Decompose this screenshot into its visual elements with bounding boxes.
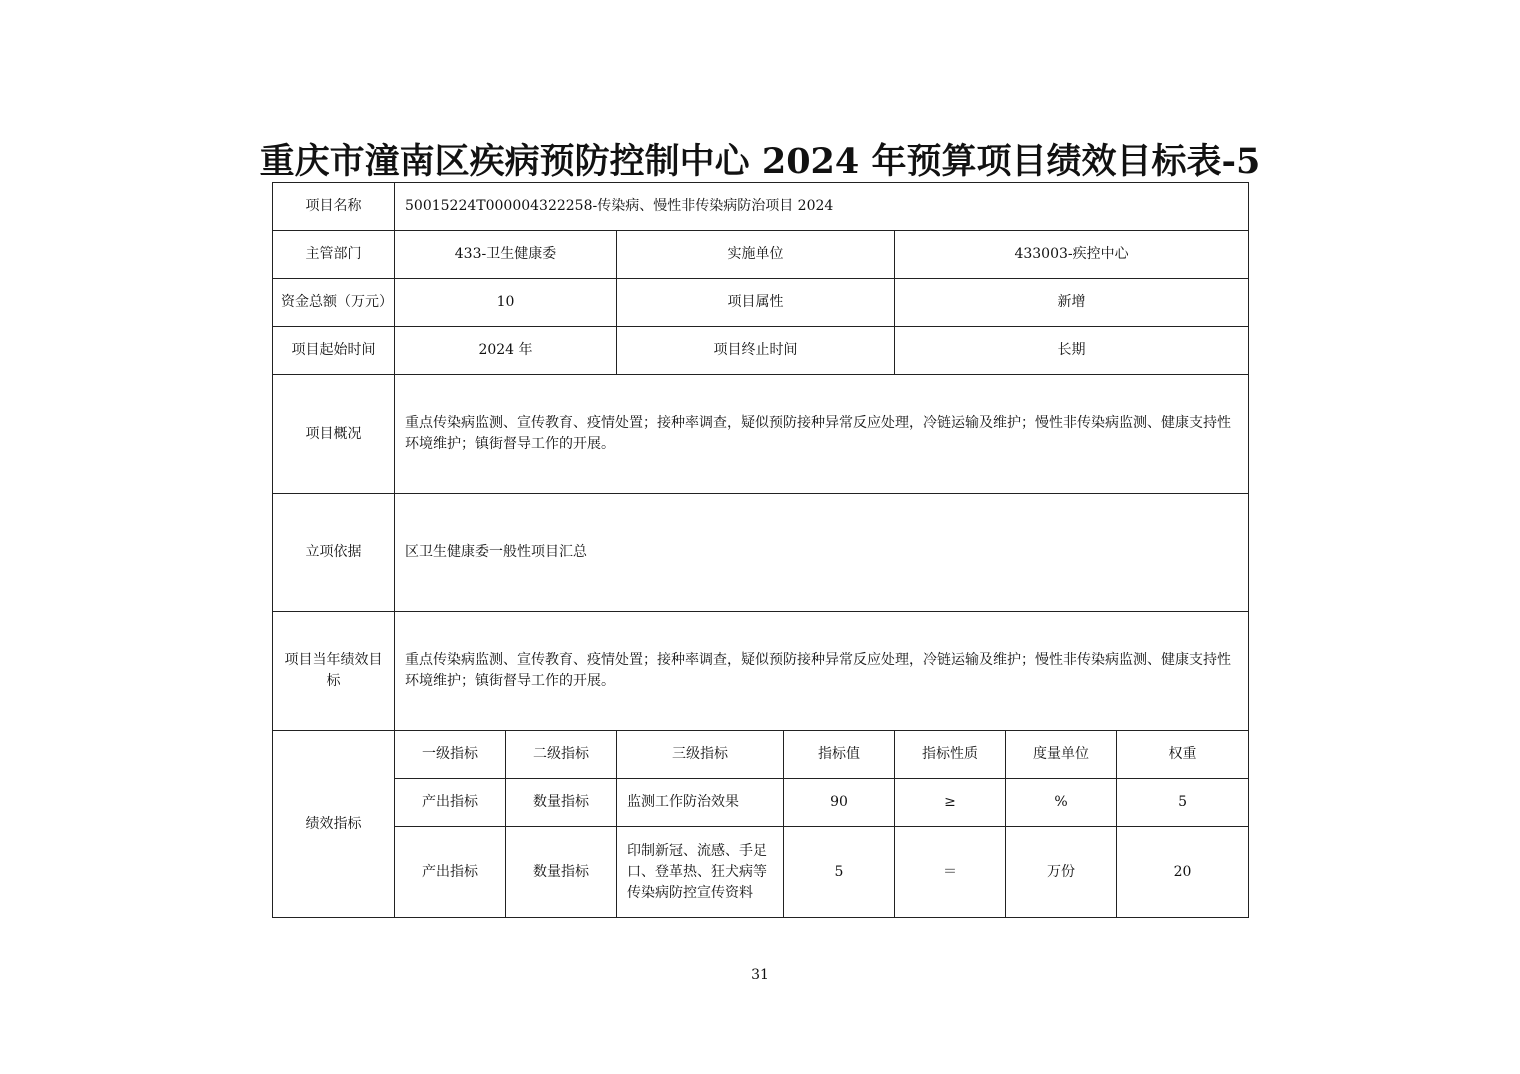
- header-level1: 一级指标: [395, 731, 506, 779]
- row-fund: [273, 279, 1249, 327]
- goal-label: 项目当年绩效目标: [273, 612, 395, 731]
- indicator-level2: 数量指标: [506, 779, 617, 827]
- indicator-row: [273, 827, 1249, 918]
- start-value: 2024 年: [395, 327, 617, 375]
- row-basis: [273, 494, 1249, 612]
- page-number: 31: [751, 967, 769, 983]
- row-project-name: [273, 183, 1249, 231]
- indicator-value: 90: [784, 779, 895, 827]
- indicator-row: [273, 779, 1249, 827]
- header-weight: 权重: [1117, 731, 1249, 779]
- dept-label: 主管部门: [273, 231, 395, 279]
- perf-label: 绩效指标: [273, 731, 395, 918]
- performance-target-table: [272, 182, 1249, 918]
- attr-value: 新增: [895, 279, 1249, 327]
- indicator-nature: ＝: [895, 827, 1006, 918]
- goal-value: 重点传染病监测、宣传教育、疫情处置；接种率调查，疑似预防接种异常反应处理，冷链运输及维护；慢性非传染病监测、健康支持性环境维护；镇街督导工作的开展。: [395, 612, 1249, 731]
- indicator-header-row: [273, 731, 1249, 779]
- indicator-level1: 产出指标: [395, 779, 506, 827]
- indicator-level3: 印制新冠、流感、手足口、登革热、狂犬病等传染病防控宣传资料: [617, 827, 784, 918]
- overview-value: 重点传染病监测、宣传教育、疫情处置；接种率调查，疑似预防接种异常反应处理，冷链运输及维护；慢性非传染病监测、健康支持性环境维护；镇街督导工作的开展。: [395, 375, 1249, 494]
- end-label: 项目终止时间: [617, 327, 895, 375]
- indicator-level1: 产出指标: [395, 827, 506, 918]
- basis-label: 立项依据: [273, 494, 395, 612]
- indicator-nature: ≥: [895, 779, 1006, 827]
- header-unit: 度量单位: [1006, 731, 1117, 779]
- row-goal: [273, 612, 1249, 731]
- basis-value: 区卫生健康委一般性项目汇总: [395, 494, 1249, 612]
- header-nature: 指标性质: [895, 731, 1006, 779]
- header-value: 指标值: [784, 731, 895, 779]
- end-value: 长期: [895, 327, 1249, 375]
- dept-value: 433-卫生健康委: [395, 231, 617, 279]
- row-time: [273, 327, 1249, 375]
- project-name-value: 50015224T000004322258-传染病、慢性非传染病防治项目 2024: [395, 183, 1249, 231]
- row-overview: [273, 375, 1249, 494]
- impl-value: 433003-疾控中心: [895, 231, 1249, 279]
- attr-label: 项目属性: [617, 279, 895, 327]
- impl-label: 实施单位: [617, 231, 895, 279]
- indicator-value: 5: [784, 827, 895, 918]
- start-label: 项目起始时间: [273, 327, 395, 375]
- indicator-level2: 数量指标: [506, 827, 617, 918]
- header-level2: 二级指标: [506, 731, 617, 779]
- fund-value: 10: [395, 279, 617, 327]
- indicator-level3: 监测工作防治效果: [617, 779, 784, 827]
- fund-label: 资金总额（万元）: [273, 279, 395, 327]
- overview-label: 项目概况: [273, 375, 395, 494]
- row-department: [273, 231, 1249, 279]
- page-title: 重庆市潼南区疾病预防控制中心 2024 年预算项目绩效目标表-5: [259, 141, 1261, 182]
- indicator-weight: 20: [1117, 827, 1249, 918]
- indicator-unit: %: [1006, 779, 1117, 827]
- indicator-weight: 5: [1117, 779, 1249, 827]
- header-level3: 三级指标: [617, 731, 784, 779]
- indicator-unit: 万份: [1006, 827, 1117, 918]
- project-name-label: 项目名称: [273, 183, 395, 231]
